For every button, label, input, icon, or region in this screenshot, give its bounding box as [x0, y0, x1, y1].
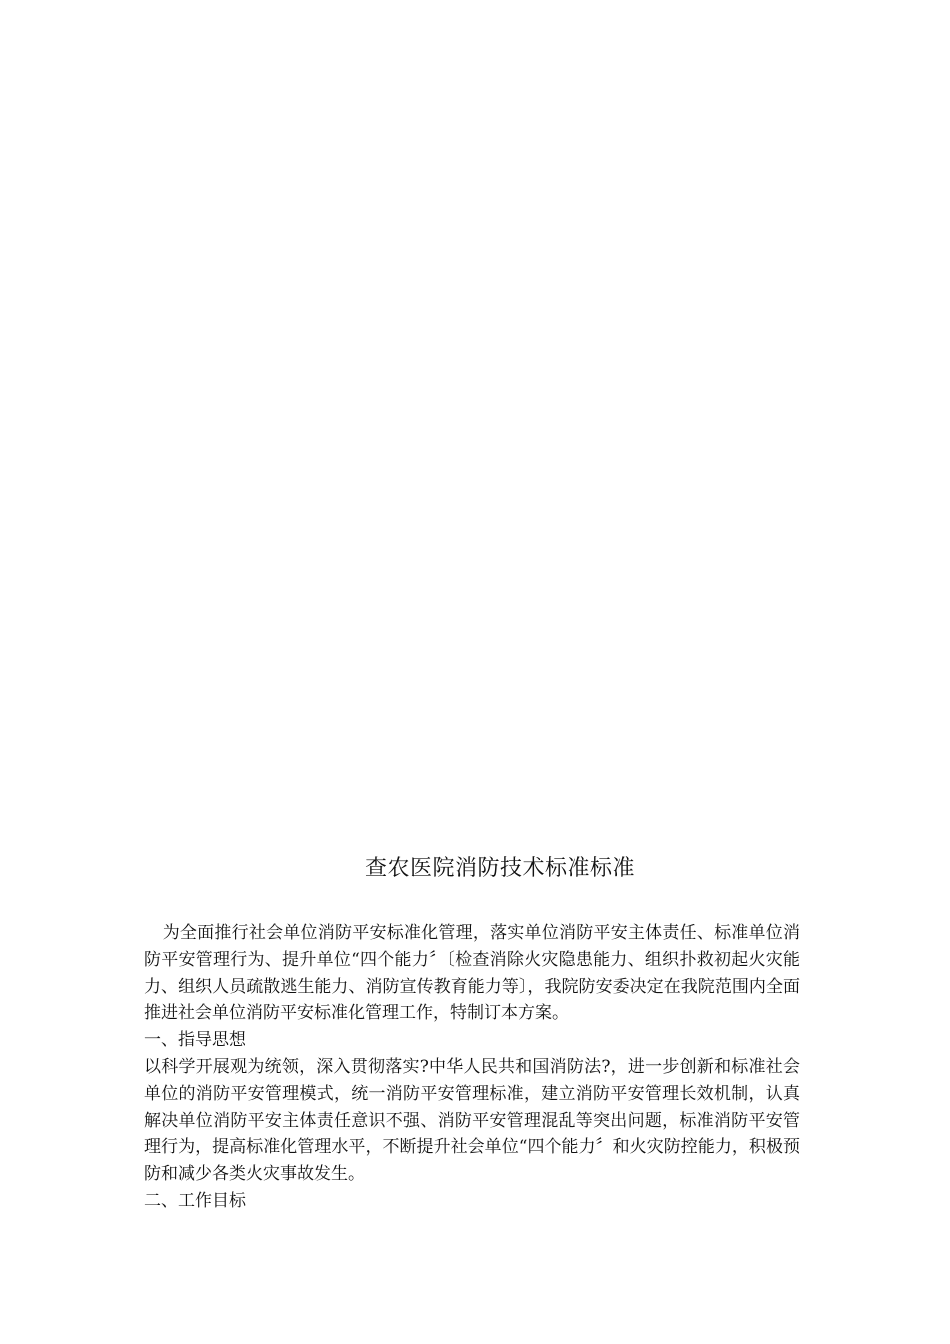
- document-body: [144, 920, 800, 1215]
- section-heading-work-goals: 二、工作目标: [144, 1190, 246, 1211]
- intro-paragraph: 为全面推行社会单位消防平安标准化管理，落实单位消防平安主体责任、标准单位消防平安管理行为、提升单位“四个能力〞〔检查消除火灾隐患能力、组织扑救初起火灾能力、组织人员疏散逃生能力、消防宣传教育能力等〕，我院防安委决定在我院范围内全面推进社会单位消防平安标准化管理工作，特制订本方案。: [144, 923, 800, 1024]
- document-title: 查农医院消防技术标准标准: [364, 856, 635, 881]
- section-heading-guiding-ideology: 一、指导思想: [144, 1030, 246, 1051]
- guiding-ideology-paragraph: 以科学开展观为统领，深入贯彻落实?中华人民共和国消防法?，进一步创新和标准社会单位的消防平安管理模式，统一消防平安管理标准，建立消防平安管理长效机制，认真解决单位消防平安主体责任意识不强、消防平安管理混乱等突出问题，标准消防平安管理行为，提高标准化管理水平，不断提升社会单位“四个能力〞和火灾防控能力，积极预防和减少各类火灾事故发生。: [144, 1056, 800, 1185]
